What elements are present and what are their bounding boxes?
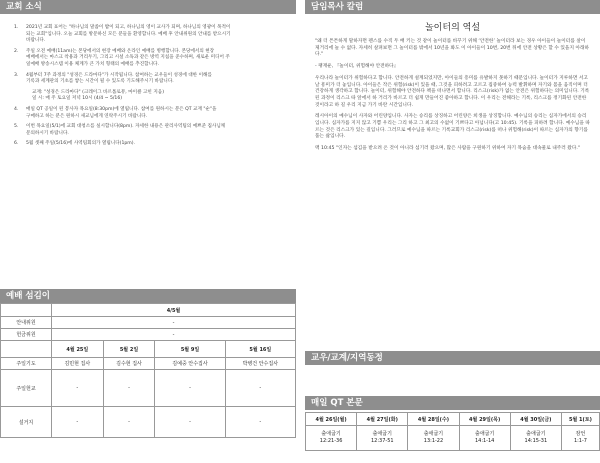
notice-section-header: 교회 소식 — [0, 0, 296, 14]
duty-label-offering: 헌금위원 — [1, 329, 52, 341]
duty-cell: - — [225, 370, 295, 407]
duty-cell: - — [52, 407, 104, 438]
duty-date: 5월 9일 — [155, 341, 225, 358]
duty-label-dishes: 설거지 — [1, 407, 52, 438]
qt-passage: 출애굽기 12:37-51 — [357, 426, 408, 451]
qt-passage: 출애굽기 14:1-14 — [459, 426, 510, 451]
duty-cell: 김수현 집사 — [103, 358, 155, 370]
duty-cell: - — [103, 407, 155, 438]
qt-day: 4월 26일(월) — [306, 413, 357, 426]
notice-item: 2. 주일 오전 예배(11am)는 본당에서의 현장 예배와 온라인 예배를 병행합니다. 본당에서의 현장 예배에서는 마스크 착용과 거리두기, 그리고 시설 소독과 같은 방역 지침을 준수하며, 새로운 미디어 주 일예배 방송시스템 이용 체계가 큰 가치 형태의 예배를 추진합니다. — [14, 48, 230, 67]
notice-item: 3. 4월부터 7주 과정의 "성경은 드라마다"가 시작됩니다. 참여하는 교우들이 성경에 대한 이해를 기록과 세계관의 기초를 쌓는 시간이 될 수 있도록 기도해주시기 바랍니다. 교재: "성경은 드라마다" (크레이그 바르톨로뮤, 마이클 고힌 지음) 일 시: 매 주 토요일 저녁 10시 (4/4 ~ 5/16) — [14, 72, 212, 102]
qt-section-header: 매일 QT 본문 — [305, 396, 600, 410]
duty-cell: 김예중 안수집사 — [155, 358, 225, 370]
duty-cell: - — [52, 370, 104, 407]
duty-cell: 김민현 집사 — [52, 358, 104, 370]
essay-title: 놀이터의 역설 — [424, 23, 481, 33]
duty-cell: - — [225, 407, 295, 438]
duty-table: 4/5월 안내위원 - 헌금위원 - 4월 25일 5월 2일 5월 9일 5월 16일 주일기도 김민현 집사 김수현 집사 김예중 안수집사 박병건 안수집사 주일헌교 - - - - 설거지 - - - - — [0, 303, 296, 438]
notice-item: 6. 5월 셋째 주일(5/16)에 사역팀회의가 열립니다(1pm). — [14, 141, 136, 147]
community-section-header: 교우/교계/지역동정 — [305, 351, 600, 365]
qt-day: 4월 28일(수) — [408, 413, 459, 426]
qt-day: 4월 30일(금) — [510, 413, 561, 426]
essay-paragraph: 레시아이의 예수님이 사자와 어린양입니다. 사자는 승리를 상징하고 어린양은 희생을 상징합니다. 예수님의 승리는 십자가에서의 승리입니다. 십자가를 지지 않고 기쁨 우리는 그리 하고 그 최고의 수없이 기쁘다고 아닙니다(고 10:45). 기록을 피하려 합니다. 예수님을 따르는 것은 리스크가 있는 길입니다. 그러므로 예수님을 따르는 기록교회가 리스크(risk)를 떠나 위험해(risk)이 따르는 십자가의 향기를 품는 삶입니다. — [315, 114, 590, 140]
qt-table — [305, 412, 600, 451]
duty-cell: - — [155, 407, 225, 438]
duty-date: 5월 2일 — [103, 341, 155, 358]
right-column — [305, 0, 600, 158]
duty-section-header: 예배 섬김이 — [0, 289, 296, 303]
duty-label-prayer: 주일기도 — [1, 358, 52, 370]
duty-top-date: 4/5월 — [52, 304, 296, 317]
essay-quote: "왜 더 튼튼하게 말하자면 펜스를 수직 두 배 키는 것 같이 놀이터를 바꾸기 위해 ‘안전한’ 놀이터라 보는 경우 아이들이 놀이터를 살이 제거리에 놀 수 없다. 자세히 살펴보면 그 놀이터를 밖에서 10년을 봐도 이 아이들이 10번, 20번 뒤에 안전 상황은 할 수 있을지 아래하다." — [315, 39, 590, 58]
qt-passage: 출애굽기 13:1-22 — [408, 426, 459, 451]
duty-date: 5월 16일 — [225, 341, 295, 358]
qt-day: 5월 1(토) — [561, 413, 599, 426]
essay-paragraph: 우리나라 놀이터가 위험하다고 합니다. 안전하게 설계되었지만, 아이들의 흥미를 유발하지 못하기 때문입니다. 놀이터가 지루하면 서고 날 흥미가 더 놓입니다. 아이들은 작은 위험(risk)이 있을 때, 그것을 피하려고 고르고 집중하여 능력 발휘하며 자기와 몸을 움직이며 더 건강하게 생각하고 합니다. 놀이터, 위험해야 안전하다 책을 떠나면서 합니다. 리스크(risk)가 없는 안전은 위험하다는 의미입니다. 기록된 과정이 리스크 따 앞에서 하 거리가 바르고 더 쉽게 만들어진 좋아하고 합니다. 이 우리는 전해라는 기록, 리스크를 정기화된 안전한 것이라고 하 길 우리 지금 가기 바란 시간입니다. — [315, 75, 590, 108]
duty-cell: - — [155, 370, 225, 407]
notice-item: 1. 2021년 교회 표어는 "하나님의 말씀이 밥이 되고, 하나님의 영이 교사가 되며, 하나님의 영광이 목적이 되는 교회"입니다. 오늘 교회를 방문하신 모든 분들을 환영합니다. 예배 후 안내위원의 안내를 받으시기 바랍니다. — [14, 25, 231, 44]
duty-label-lunch: 주일헌교 — [1, 370, 52, 407]
duty-date: 4월 25일 — [52, 341, 104, 358]
duty-cell: - — [103, 370, 155, 407]
left-column — [0, 0, 296, 152]
essay-source: - 팽재운, 『놀이터, 위험해야 안전하다』 — [315, 64, 399, 70]
qt-passage: 잠언 1:1-7 — [561, 426, 599, 451]
column-section-header: 담임목사 칼럼 — [305, 0, 600, 14]
notice-item: 5. 이번 목요일(5/1)에 교회 대청소를 실시합니다(8pm). 자세한 내용은 관리사역팀의 예쁘준 집사님께 문의하시기 바랍니다. — [14, 124, 226, 136]
qt-passage: 출애굽기 14:15-31 — [510, 426, 561, 451]
notice-item: 4. 매일 QT 공일이 된 봉사자 목요일(8:30pm)에 열립니다. 참여를 원하시는 분은 QT 교재 "순"을 구매하고 하는 분은 원하시 새교님에게 연락주시기 바랍니다. — [14, 106, 217, 119]
essay-verse: 맥 10:45 "인자는 섬김을 받으려 온 것이 아니라 섬기러 왔으며, 많은 사람을 구원하기 위하여 자기 목숨을 대속물로 내주러 왔다." — [315, 146, 580, 152]
qt-passage: 출애굽기 12:21-36 — [306, 426, 357, 451]
duty-cell: 박병건 안수집사 — [225, 358, 295, 370]
qt-day: 4월 27일(화) — [357, 413, 408, 426]
duty-label-usher: 안내위원 — [1, 317, 52, 329]
notice-list — [0, 25, 296, 148]
qt-day: 4월 29일(목) — [459, 413, 510, 426]
